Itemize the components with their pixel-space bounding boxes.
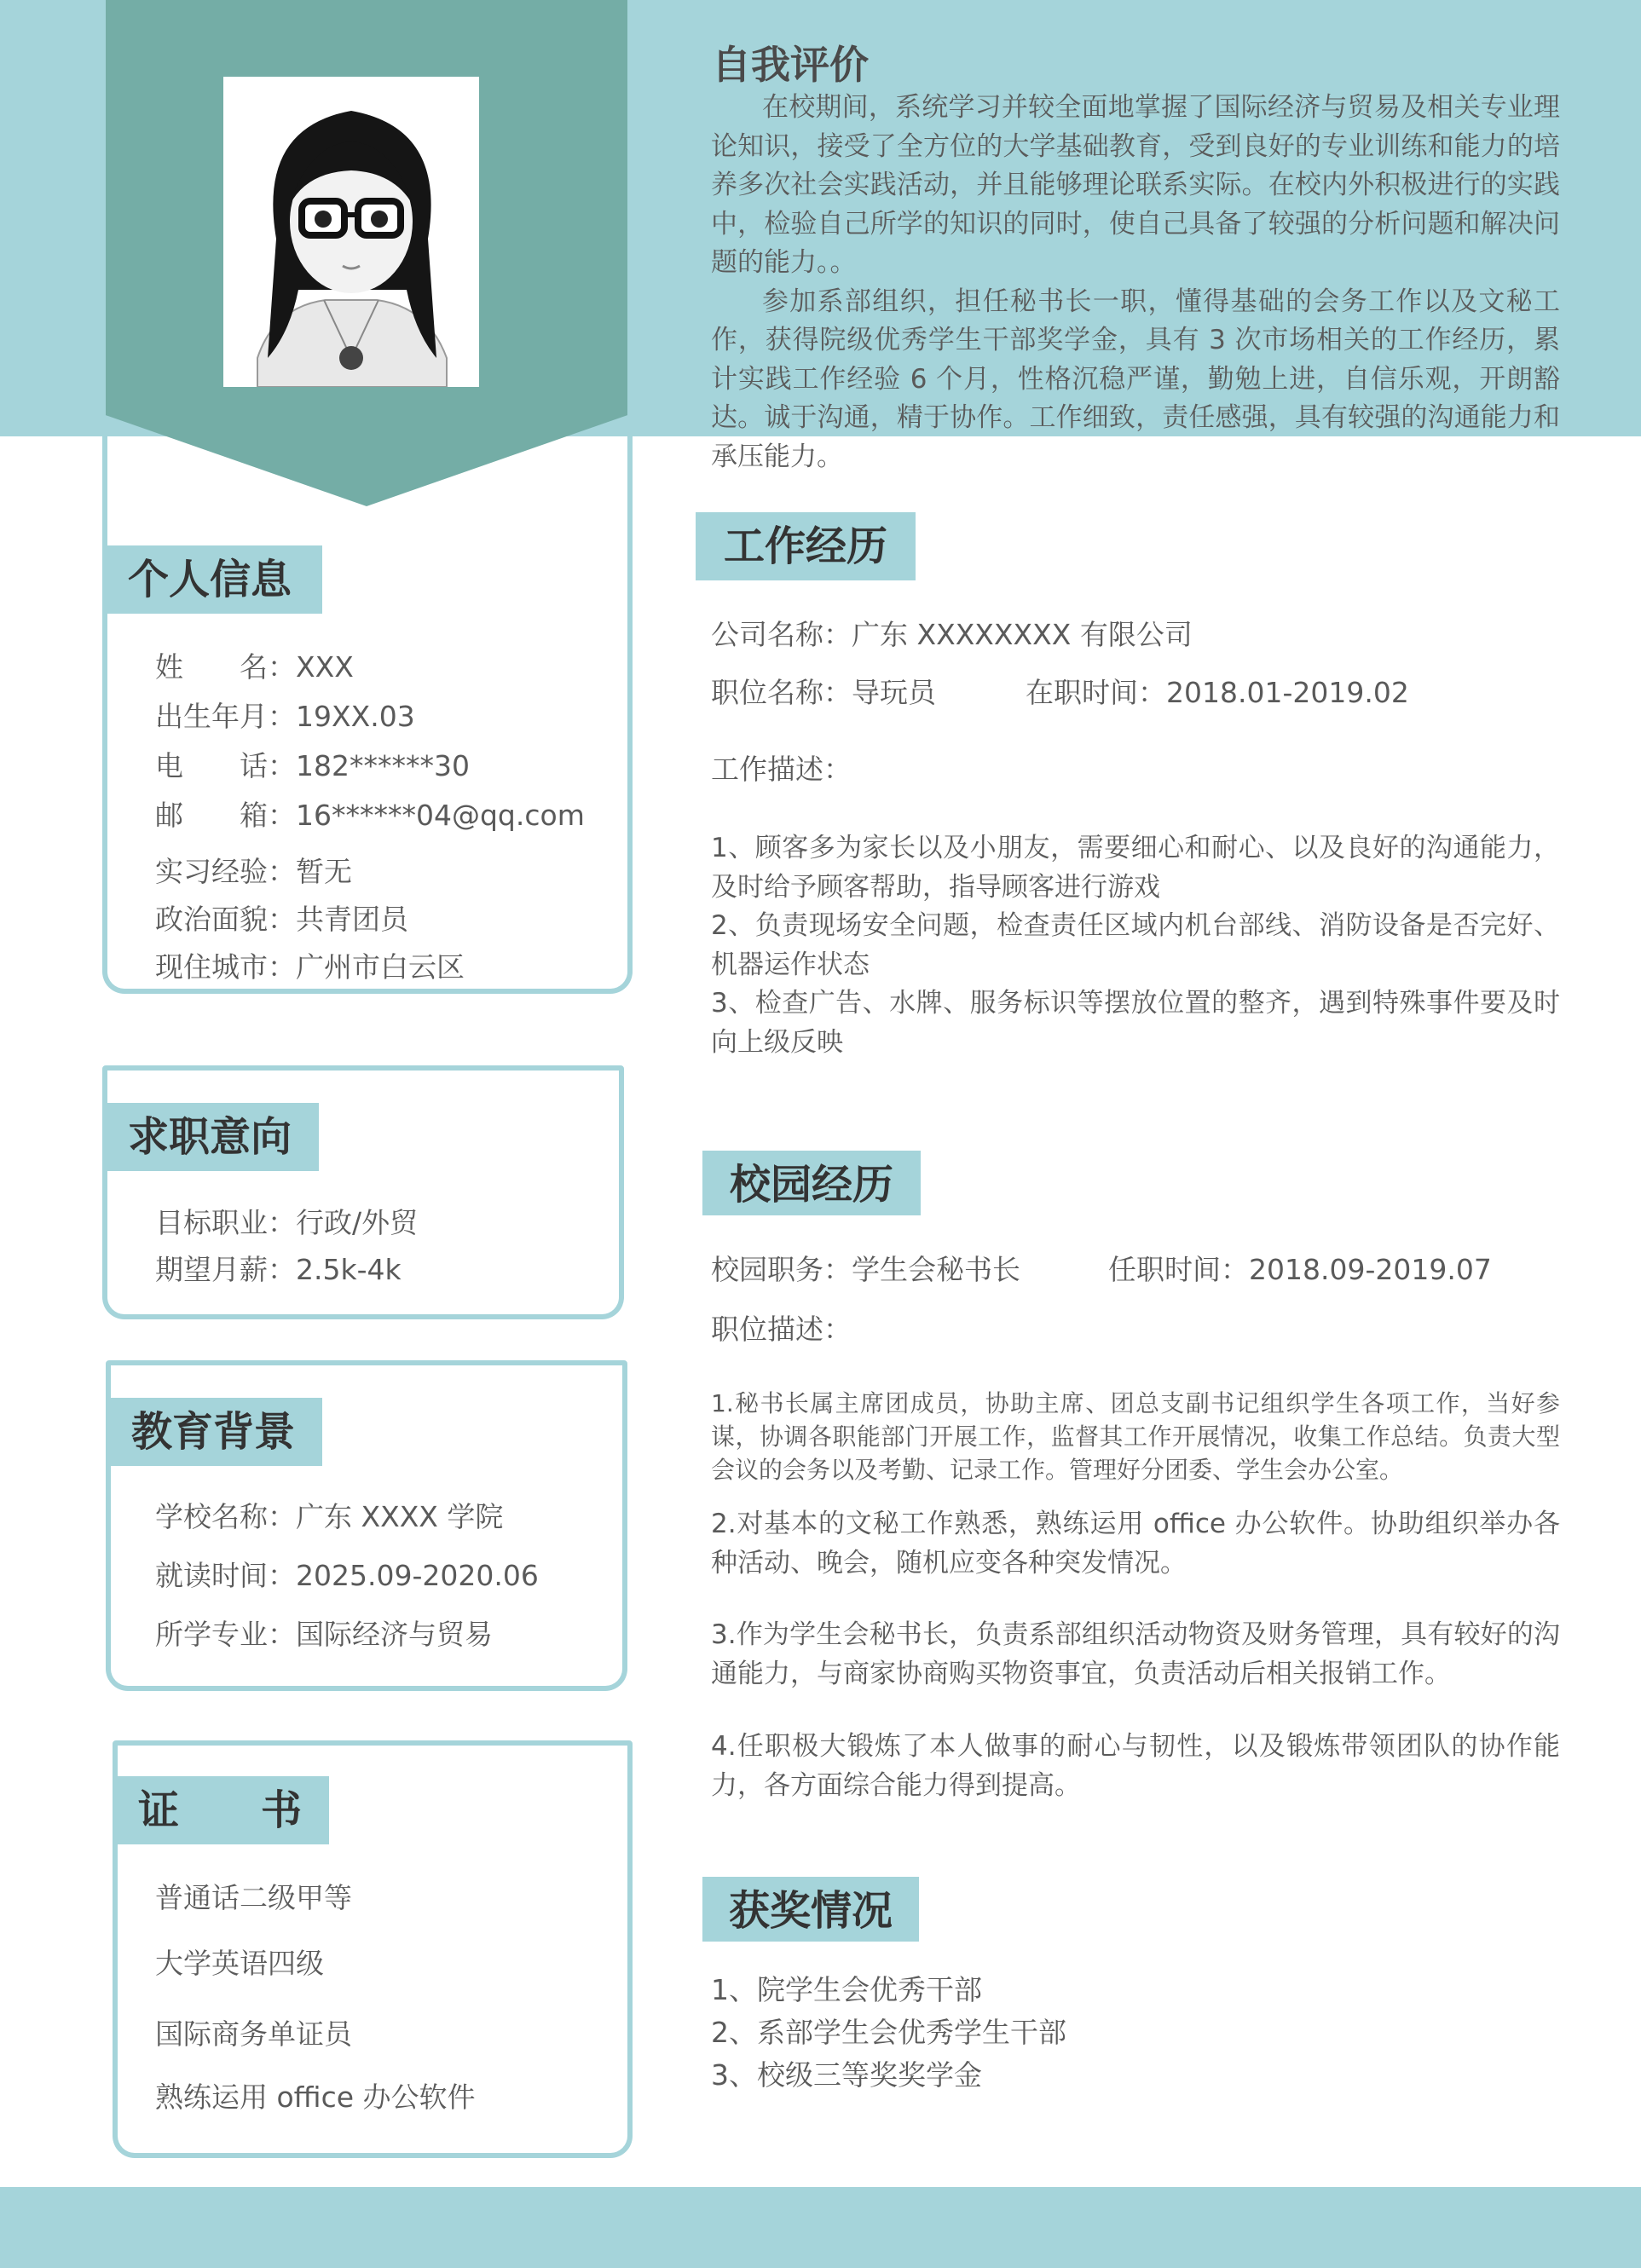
salary-row: 期望月薪：2.5k-4k: [155, 1253, 402, 1286]
self-eval-paragraph-2: 参加系部组织，担任秘书长一职，懂得基础的会务工作以及文秘工作，获得院级优秀学生干部奖学金，具有 3 次市场相关的工作经历，累计实践工作经验 6 个月，性格沉稳严谨，勤勉上进，自信乐观，开朗豁达。诚于沟通，精于协作。工作细致，责任感强，具有较强的沟通能力和承压能力。: [711, 286, 1560, 472]
certificate-item: 国际商务单证员: [155, 2017, 352, 2051]
bottom-band: [0, 2187, 1641, 2268]
birth-row: 出生年月：19XX.03: [155, 700, 415, 733]
work-desc-label: 工作描述：: [711, 753, 852, 786]
certificate-item: 普通话二级甲等: [155, 1881, 352, 1914]
campus-desc-1: 1.秘书长属主席团成员，协助主席、团总支副书记组织学生各项工作，当好参谋，协调各职能部门开展工作，监督其工作开展情况，收集工作总结。负责大型会议的会务以及考勤、记录工作。管理好分团委、学生会办公室。: [711, 1389, 1560, 1484]
education-title: 教育背景: [109, 1398, 322, 1466]
work-period-row: 在职时间：2018.01-2019.02: [1026, 676, 1409, 709]
list-item: 2、系部学生会优秀学生干部: [711, 2016, 1066, 2049]
phone-row: 电 话：182******30: [155, 749, 470, 782]
self-eval-paragraph-1: 在校期间，系统学习并较全面地掌握了国际经济与贸易及相关专业理论知识，接受了全方位的大学基础教育，受到良好的专业训练和能力的培养多次社会实践活动，并且能够理论联系实际。在校内外积极进行的实践中，检验自己所学的知识的同时，使自己具备了较强的分析问题和解决问题的能力。。: [711, 92, 1560, 278]
email-row: 邮 箱：16******04@qq.com: [155, 799, 585, 832]
city-row: 现住城市：广州市白云区: [155, 950, 465, 984]
personal-info-title: 个人信息: [106, 545, 322, 614]
company-row: 公司名称：广东 XXXXXXXX 有限公司: [711, 618, 1193, 651]
certificates-title: 证 书: [116, 1776, 329, 1844]
target-job-row: 目标职业：行政/外贸: [155, 1206, 419, 1239]
list-item: 2、负责现场安全问题，检查责任区域内机台部线、消防设备是否完好、机器运作状态: [711, 910, 1560, 980]
study-period-row: 就读时间：2025.09-2020.06: [155, 1559, 539, 1592]
major-row: 所学专业：国际经济与贸易: [155, 1618, 493, 1651]
list-item: 1、院学生会优秀干部: [711, 1973, 982, 2006]
self-eval-text: [711, 89, 1560, 476]
campus-period-row: 任职时间：2018.09-2019.07: [1108, 1253, 1492, 1286]
position-row: 职位名称：导玩员: [711, 676, 936, 709]
campus-title: 校园经历: [702, 1151, 921, 1215]
campus-role-row: 校园职务：学生会秘书长: [711, 1253, 1020, 1286]
school-row: 学校名称：广东 XXXX 学院: [155, 1500, 504, 1533]
self-eval-title: 自我评价: [712, 42, 869, 88]
campus-desc-2: 2.对基本的文秘工作熟悉，熟练运用 office 办公软件。协助组织举办各种活动、晚会，随机应变各种突发情况。: [711, 1509, 1560, 1578]
avatar-illustration-icon: [223, 77, 479, 387]
list-item: 3、检查广告、水牌、服务标识等摆放位置的整齐，遇到特殊事件要及时向上级反映: [711, 988, 1560, 1058]
avatar: [223, 77, 479, 387]
campus-desc-label: 职位描述：: [711, 1313, 852, 1346]
work-title: 工作经历: [696, 512, 916, 580]
certificate-item: 大学英语四级: [155, 1947, 324, 1980]
work-desc-list: [711, 829, 1560, 1062]
campus-desc-4: 4.任职极大锻炼了本人做事的耐心与韧性，以及锻炼带领团队的协作能力，各方面综合能力得到提高。: [711, 1731, 1560, 1801]
campus-desc-3: 3.作为学生会秘书长，负责系部组织活动物资及财务管理，具有较好的沟通能力，与商家协商购买物资事宜，负责活动后相关报销工作。: [711, 1619, 1560, 1689]
politics-row: 政治面貌：共青团员: [155, 903, 408, 936]
certificate-item: 熟练运用 office 办公软件: [155, 2080, 476, 2114]
name-row: 姓 名：XXX: [155, 650, 354, 684]
job-intent-title: 求职意向: [106, 1103, 319, 1171]
awards-title: 获奖情况: [702, 1877, 919, 1942]
intern-row: 实习经验：暂无: [155, 855, 352, 888]
list-item: 1、顾客多为家长以及小朋友，需要细心和耐心、以及良好的沟通能力，及时给予顾客帮助，指导顾客进行游戏: [711, 833, 1560, 903]
list-item: 3、校级三等奖奖学金: [711, 2058, 982, 2092]
